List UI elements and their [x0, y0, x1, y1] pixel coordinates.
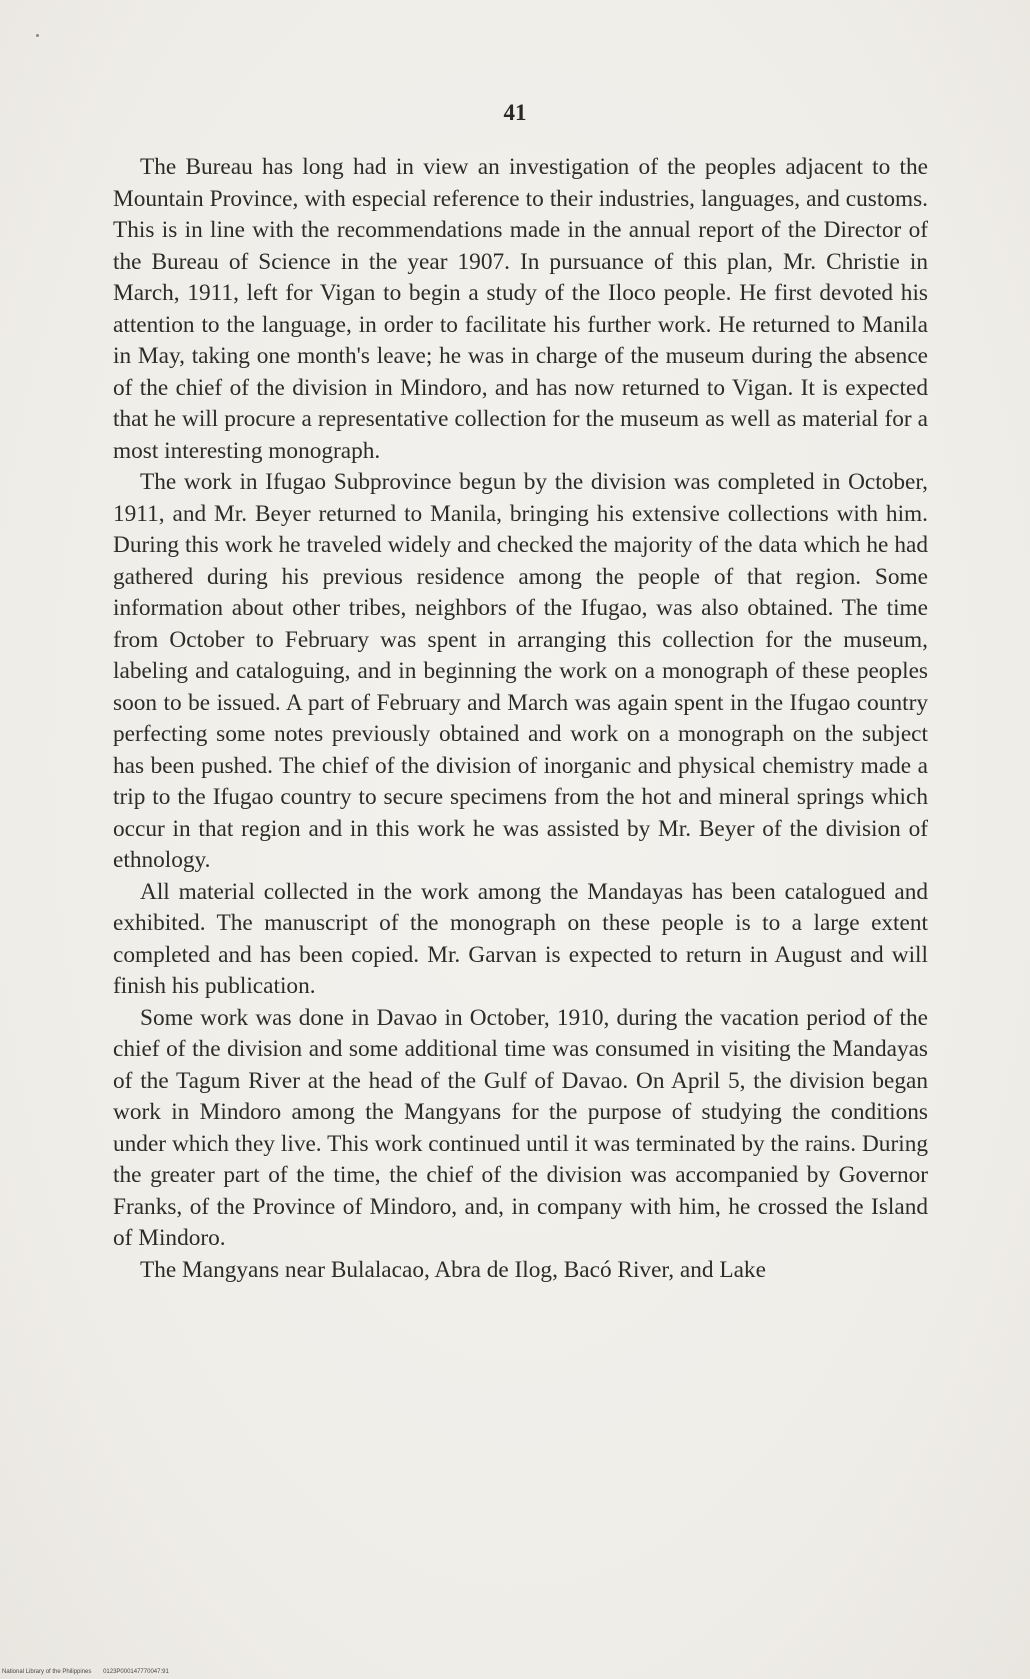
page-number: 41 [503, 100, 527, 125]
paragraph-bureau-investigation: The Bureau has long had in view an investigation of the peoples adjacent to the Mountain Province, with especial reference to their industries, languages, and customs. This is in line with the recommendations made in the annual report of the Director of the Bureau of Science in the year 1907. In pursuance of this plan, Mr. Christie in March, 1911, left for Vigan to begin a study of the Iloco people. He first devoted his attention to the language, in order to facilitate his further work. He returned to Manila in May, taking one month's leave; he was in charge of the museum during the absence of the chief of the division in Mindoro, and has now returned to Vigan. It is expected that he will procure a representative collection for the museum as well as material for a most interesting monograph. [113, 154, 928, 464]
paragraph-ifugao-work: The work in Ifugao Subprovince begun by the division was completed in October, 1911, and Mr. Beyer returned to Manila, bringing his extensive collections with him. During this work he traveled widely and checked the majority of the data which he had gathered during his previous residence among the people of that region. Some information about other tribes, neighbors of the Ifugao, was also obtained. The time from October to February was spent in arranging this collection for the museum, labeling and cataloguing, and in beginning the work on a monograph of these peoples soon to be issued. A part of February and March was again spent in the Ifugao country perfecting some notes previously obtained and work on a monograph on the subject has been pushed. The chief of the division of inorganic and physical chemistry made a trip to the Ifugao country to secure specimens from the hot and mineral springs which occur in that region and in this work he was assisted by Mr. Beyer of the division of ethnology. [113, 469, 928, 873]
footer-library: National Library of the Philippines [2, 1669, 92, 1675]
scan-footer [2, 1669, 169, 1675]
body-text [113, 152, 928, 1286]
paragraph-mandayas: All material collected in the work among the Mandayas has been catalogued and exhibited. The manuscript of the monograph on these people is to a large extent completed and has been copied. Mr. Garvan is expected to return in August and will finish his publication. [113, 878, 928, 999]
footer-code: 0123P000147770047:91 [103, 1669, 169, 1675]
paragraph-davao-mindoro: Some work was done in Davao in October, 1910, during the vacation period of the chief of the division and some additional time was consumed in visiting the Mandayas of the Tagum River at the head of the Gulf of Davao. On April 5, the division began work in Mindoro among the Mangyans for the purpose of studying the conditions under which they live. This work continued until it was terminated by the rains. During the greater part of the time, the chief of the division was accompanied by Governor Franks, of the Province of Mindoro, and, in company with him, he crossed the Island of Mindoro. [113, 1004, 928, 1251]
scan-speck [36, 34, 39, 37]
paragraph-mangyans: The Mangyans near Bulalacao, Abra de Ilog, Bacó River, and Lake [140, 1256, 766, 1283]
